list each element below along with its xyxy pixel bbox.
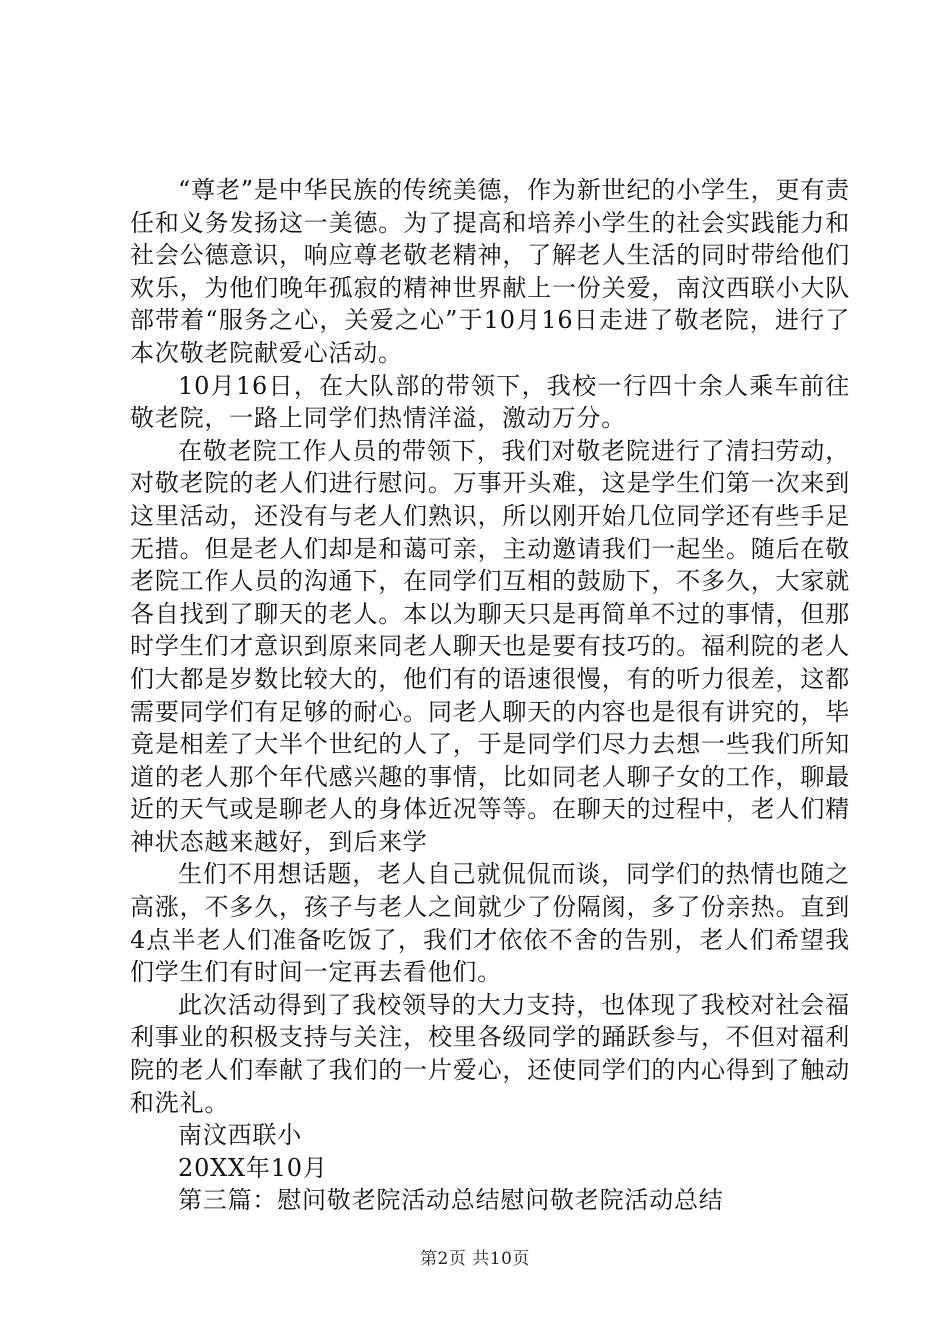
section-heading: 第三篇：慰问敬老院活动总结慰问敬老院活动总结 xyxy=(178,1186,724,1215)
date-line: 20XX年10月 xyxy=(178,1153,328,1182)
paragraph-conclusion: 此次活动得到了我校领导的大力支持，也体现了我校对社会福利事业的积极支持与关注，校里各级同学的踊跃参与，不但对福利院的老人们奉献了我们的一片爱心，还使同学们的内心得到了触动和洗礼。 xyxy=(130,990,850,1117)
paragraph-activity: 在敬老院工作人员的带领下，我们对敬老院进行了清扫劳动，对敬老院的老人们进行慰问。万事开头难，这是学生们第一次来到这里活动，还没有与老人们熟识，所以刚开始几位同学还有些手足无措。但是老人们却是和蔼可亲，主动邀请我们一起坐。随后在敬老院工作人员的沟通下，在同学们互相的鼓励下，不多久，大家就各自找到了聊天的老人。本以为聊天只是再简单不过的事情，但那时学生们才意识到原来同老人聊天也是要有技巧的。福利院的老人们大都是岁数比较大的，他们有的语速很慢，有的听力很差，这都需要同学们有足够的耐心。同老人聊天的内容也是很有讲究的，毕竟是相差了大半个世纪的人了，于是同学们尽力去想一些我们所知道的老人那个年代感兴趣的事情，比如同老人聊子女的工作，聊最近的天气或是聊老人的身体近况等等。在聊天的过程中，老人们精神状态越来越好，到后来学 xyxy=(130,436,850,856)
page-number-footer: 第2页 共10页 xyxy=(420,1249,530,1269)
signature: 南汶西联小 xyxy=(178,1121,302,1150)
paragraph-trip: 10月16日，在大队部的带领下，我校一行四十余人乘车前往敬老院，一路上同学们热情洋溢，激动万分。 xyxy=(130,371,850,433)
document-body xyxy=(130,174,850,1217)
paragraph-intro: “尊老”是中华民族的传统美德，作为新世纪的小学生，更有责任和义务发扬这一美德。为了提高和培养小学生的社会实践能力和社会公德意识，响应尊老敬老精神，了解老人生活的同时带给他们欢乐，为他们晚年孤寂的精神世界献上一份关爱，南汶西联小大队部带着“服务之心，关爱之心”于10月16日走进了敬老院，进行了本次敬老院献爱心活动。 xyxy=(130,176,850,367)
paragraph-continuation: 生们不用想话题，老人自己就侃侃而谈，同学们的热情也随之高涨，不多久，孩子与老人之间就少了份隔阂，多了份亲热。直到4点半老人们准备吃饭了，我们才依依不舍的告别，老人们希望我们学生们有时间一定再去看他们。 xyxy=(130,860,850,987)
